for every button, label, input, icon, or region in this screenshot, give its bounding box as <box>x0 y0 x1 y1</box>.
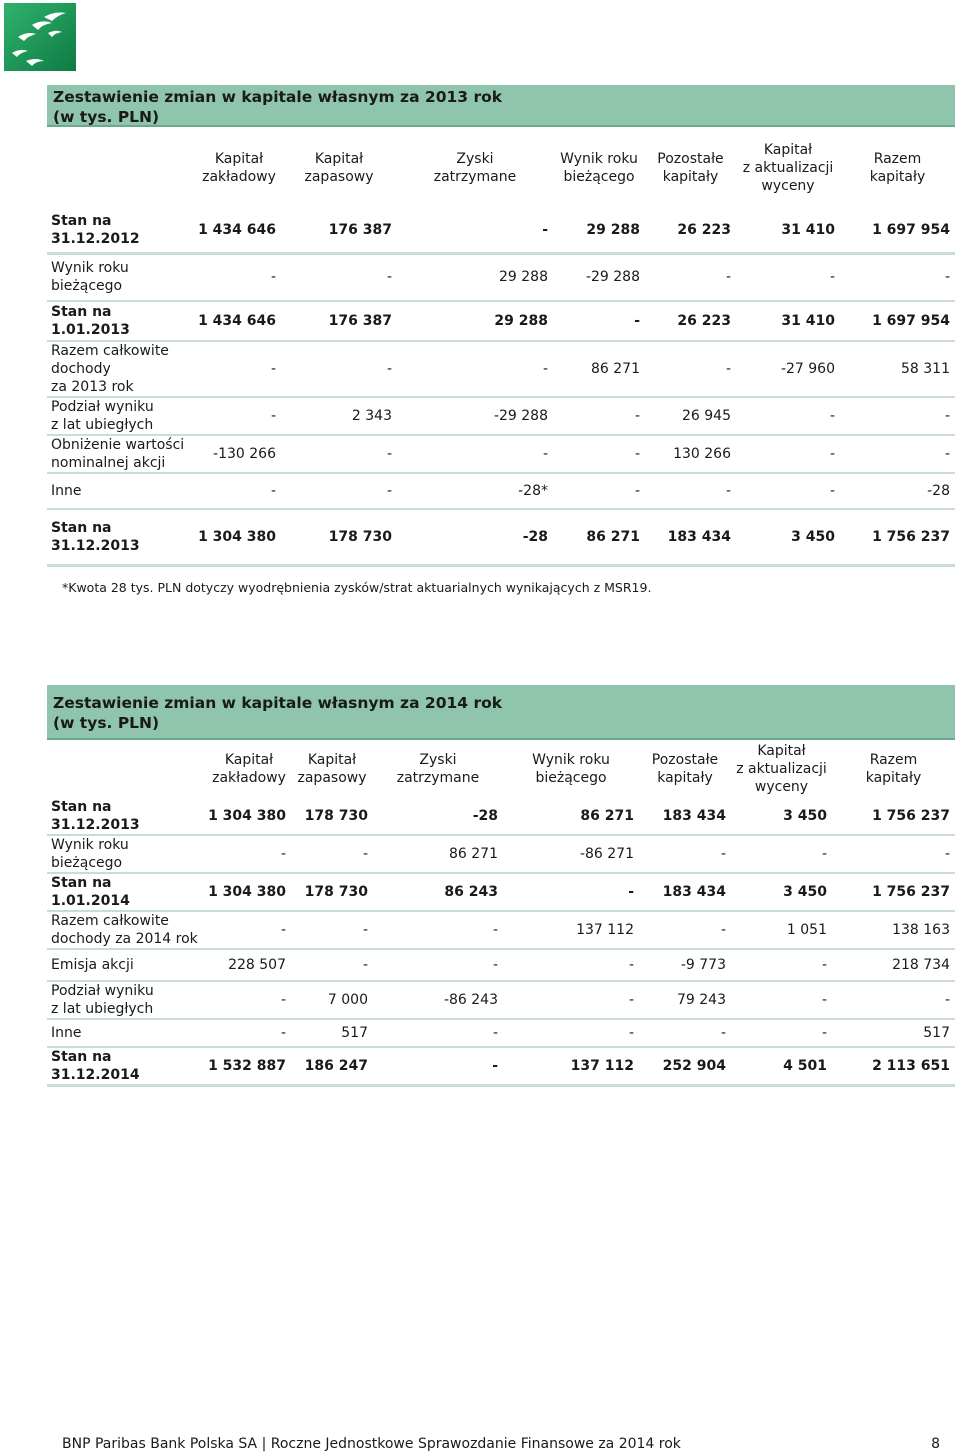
cell-value: - <box>503 1019 639 1047</box>
cell-value: - <box>397 341 553 397</box>
cell-value: - <box>281 435 397 473</box>
cell-value: - <box>207 981 291 1019</box>
cell-value: 1 532 887 <box>207 1047 291 1086</box>
cell-value: - <box>736 397 840 435</box>
cell-value: 86 243 <box>373 873 503 911</box>
cell-value: - <box>553 397 645 435</box>
cell-value: 1 756 237 <box>832 798 955 835</box>
row-label: Wynik roku bieżącego <box>47 253 197 301</box>
cell-value: 137 112 <box>503 1047 639 1086</box>
cell-value: 1 756 237 <box>840 509 955 565</box>
cell-value: - <box>736 473 840 509</box>
cell-value: -29 288 <box>553 253 645 301</box>
cell-value: - <box>291 835 373 873</box>
col-header: Wynik roku bieżącego <box>532 752 610 786</box>
cell-value: - <box>553 301 645 341</box>
row-label: Wynik roku bieżącego <box>47 835 207 873</box>
cell-value: 176 387 <box>281 301 397 341</box>
cell-value: 3 450 <box>731 873 832 911</box>
cell-value: 130 266 <box>645 435 736 473</box>
cell-value: -28 <box>397 509 553 565</box>
cell-value: 2 343 <box>281 397 397 435</box>
table-row <box>47 397 955 435</box>
header-row <box>47 740 955 798</box>
table-row <box>47 949 955 981</box>
cell-value: - <box>503 981 639 1019</box>
title-line-2: (w tys. PLN) <box>53 108 160 126</box>
col-header: Kapitał zapasowy <box>304 151 374 185</box>
cell-value: 29 288 <box>553 209 645 253</box>
cell-value: 31 410 <box>736 209 840 253</box>
cell-value: - <box>832 981 955 1019</box>
title-line-1: Zestawienie zmian w kapitale własnym za 2013 rok <box>53 88 503 106</box>
table-row <box>47 435 955 473</box>
cell-value: - <box>197 341 281 397</box>
col-header: Kapitał zakładowy <box>202 151 276 185</box>
title-line-2: (w tys. PLN) <box>53 714 160 732</box>
cell-value: -28 <box>840 473 955 509</box>
cell-value: 178 730 <box>291 798 373 835</box>
row-label: Stan na 31.12.2014 <box>47 1047 207 1086</box>
table-row <box>47 873 955 911</box>
cell-value: -9 773 <box>639 949 731 981</box>
header-blank <box>47 740 207 798</box>
cell-value: 86 271 <box>503 798 639 835</box>
cell-value: 138 163 <box>832 911 955 949</box>
table-row <box>47 473 955 509</box>
cell-value: 7 000 <box>291 981 373 1019</box>
cell-value: - <box>553 473 645 509</box>
cell-value: 1 304 380 <box>207 873 291 911</box>
cell-value: 26 223 <box>645 209 736 253</box>
cell-value: 31 410 <box>736 301 840 341</box>
cell-value: - <box>397 209 553 253</box>
cell-value: 517 <box>832 1019 955 1047</box>
cell-value: -28* <box>397 473 553 509</box>
col-header: Razem kapitały <box>865 752 922 786</box>
row-label: Inne <box>47 1019 207 1047</box>
cell-value: - <box>840 397 955 435</box>
cell-value: 29 288 <box>397 301 553 341</box>
cell-value: 176 387 <box>281 209 397 253</box>
table-row <box>47 209 955 253</box>
cell-value: - <box>281 341 397 397</box>
cell-value: 218 734 <box>832 949 955 981</box>
row-label: Stan na 31.12.2013 <box>47 798 207 835</box>
cell-value: - <box>645 253 736 301</box>
col-header: Kapitał z aktualizacji wyceny <box>736 743 827 795</box>
cell-value: - <box>503 949 639 981</box>
cell-value: 1 697 954 <box>840 301 955 341</box>
row-label: Emisja akcji <box>47 949 207 981</box>
row-label: Stan na 31.12.2012 <box>47 209 197 253</box>
footnote: *Kwota 28 tys. PLN dotyczy wyodrębnienia zysków/strat aktuarialnych wynikających z MSR19. <box>62 580 652 595</box>
table-row <box>47 509 955 565</box>
cell-value: - <box>731 835 832 873</box>
cell-value: - <box>207 911 291 949</box>
cell-value: 1 304 380 <box>197 509 281 565</box>
section-title-2013 <box>47 85 955 127</box>
cell-value: -29 288 <box>397 397 553 435</box>
table-row <box>47 1019 955 1047</box>
cell-value: 1 434 646 <box>197 209 281 253</box>
cell-value: - <box>639 835 731 873</box>
cell-value: 79 243 <box>639 981 731 1019</box>
cell-value: - <box>207 835 291 873</box>
cell-value: - <box>197 473 281 509</box>
cell-value: - <box>503 873 639 911</box>
row-label: Obniżenie wartości nominalnej akcji <box>47 435 197 473</box>
row-label: Podział wyniku z lat ubiegłych <box>47 397 197 435</box>
cell-value: 86 271 <box>373 835 503 873</box>
cell-value: 26 223 <box>645 301 736 341</box>
cell-value: - <box>639 911 731 949</box>
cell-value: 517 <box>291 1019 373 1047</box>
cell-value: - <box>373 1019 503 1047</box>
cell-value: 137 112 <box>503 911 639 949</box>
cell-value: - <box>281 473 397 509</box>
cell-value: - <box>736 435 840 473</box>
cell-value: 29 288 <box>397 253 553 301</box>
table-row <box>47 798 955 835</box>
cell-value: 252 904 <box>639 1047 731 1086</box>
cell-value: - <box>207 1019 291 1047</box>
cell-value: - <box>373 1047 503 1086</box>
row-label: Stan na 1.01.2014 <box>47 873 207 911</box>
cell-value: - <box>291 949 373 981</box>
col-header: Zyski zatrzymane <box>433 151 517 185</box>
cell-value: -86 271 <box>503 835 639 873</box>
col-header: Razem kapitały <box>869 151 926 185</box>
equity-table-2014 <box>47 740 955 1087</box>
row-label: Podział wyniku z lat ubiegłych <box>47 981 207 1019</box>
row-label: Razem całkowite dochody za 2013 rok <box>47 341 197 397</box>
col-header: Pozostałe kapitały <box>651 752 719 786</box>
row-label: Inne <box>47 473 197 509</box>
cell-value: 3 450 <box>736 509 840 565</box>
table-row <box>47 1047 955 1086</box>
col-header: Kapitał zakładowy <box>212 752 286 786</box>
cell-value: - <box>639 1019 731 1047</box>
cell-value: - <box>731 981 832 1019</box>
table-row <box>47 341 955 397</box>
cell-value: 58 311 <box>840 341 955 397</box>
row-label: Razem całkowite dochody za 2014 rok <box>47 911 207 949</box>
cell-value: -86 243 <box>373 981 503 1019</box>
cell-value: - <box>731 949 832 981</box>
table-row <box>47 981 955 1019</box>
page-number: 8 <box>931 1436 940 1452</box>
cell-value: 1 051 <box>731 911 832 949</box>
cell-value: - <box>553 435 645 473</box>
cell-value: -27 960 <box>736 341 840 397</box>
cell-value: 228 507 <box>207 949 291 981</box>
col-header: Zyski zatrzymane <box>396 752 480 786</box>
equity-changes-2014-section <box>47 685 955 1087</box>
cell-value: - <box>736 253 840 301</box>
equity-changes-2013-section <box>47 85 955 567</box>
cell-value: - <box>840 253 955 301</box>
cell-value: 86 271 <box>553 341 645 397</box>
cell-value: 3 450 <box>731 798 832 835</box>
table-row <box>47 301 955 341</box>
section-title-2014 <box>47 685 955 740</box>
cell-value: 178 730 <box>291 873 373 911</box>
header-row <box>47 127 955 209</box>
cell-value: - <box>373 911 503 949</box>
cell-value: 1 304 380 <box>207 798 291 835</box>
row-label: Stan na 1.01.2013 <box>47 301 197 341</box>
cell-value: - <box>281 253 397 301</box>
cell-value: 1 697 954 <box>840 209 955 253</box>
cell-value: - <box>291 911 373 949</box>
cell-value: - <box>832 835 955 873</box>
cell-value: 1 756 237 <box>832 873 955 911</box>
cell-value: - <box>840 435 955 473</box>
page-footer <box>62 1436 942 1452</box>
cell-value: 183 434 <box>645 509 736 565</box>
cell-value: - <box>731 1019 832 1047</box>
bnp-paribas-logo <box>4 3 76 71</box>
cell-value: 186 247 <box>291 1047 373 1086</box>
title-line-1: Zestawienie zmian w kapitale własnym za 2014 rok <box>53 694 503 712</box>
cell-value: 86 271 <box>553 509 645 565</box>
footer-text: BNP Paribas Bank Polska SA | Roczne Jednostkowe Sprawozdanie Finansowe za 2014 rok <box>62 1436 681 1452</box>
cell-value: - <box>373 949 503 981</box>
cell-value: 183 434 <box>639 873 731 911</box>
table-row <box>47 911 955 949</box>
cell-value: 26 945 <box>645 397 736 435</box>
cell-value: 178 730 <box>281 509 397 565</box>
cell-value: - <box>645 341 736 397</box>
cell-value: - <box>197 253 281 301</box>
table-row <box>47 253 955 301</box>
table-row <box>47 835 955 873</box>
col-header: Wynik roku bieżącego <box>560 151 638 185</box>
equity-table-2013 <box>47 127 955 567</box>
cell-value: -28 <box>373 798 503 835</box>
cell-value: 1 434 646 <box>197 301 281 341</box>
header-blank <box>47 127 197 209</box>
cell-value: - <box>645 473 736 509</box>
cell-value: - <box>197 397 281 435</box>
cell-value: 4 501 <box>731 1047 832 1086</box>
col-header: Kapitał zapasowy <box>297 752 367 786</box>
col-header: Pozostałe kapitały <box>657 151 724 185</box>
col-header: Kapitał z aktualizacji wyceny <box>742 142 834 194</box>
cell-value: 183 434 <box>639 798 731 835</box>
row-label: Stan na 31.12.2013 <box>47 509 197 565</box>
cell-value: - <box>397 435 553 473</box>
cell-value: -130 266 <box>197 435 281 473</box>
cell-value: 2 113 651 <box>832 1047 955 1086</box>
